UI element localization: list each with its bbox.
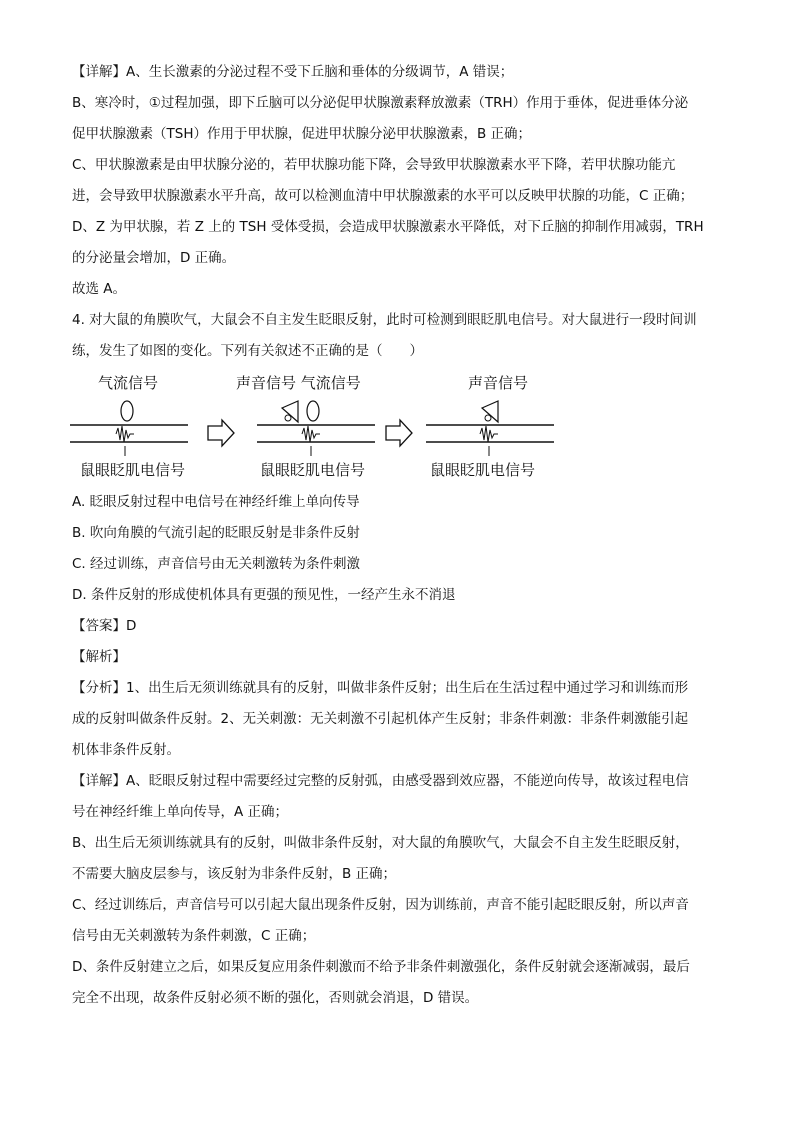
- arrow-right-icon: [386, 420, 412, 446]
- answer-line: 【答案】D: [72, 618, 137, 634]
- text-line: 【分析】1、出生后无须训练就具有的反射，叫做非条件反射；出生后在生活过程中通过学习和训练而形: [72, 680, 689, 696]
- text-line: 不需要大脑皮层参与，该反射为非条件反射，B 正确；: [72, 866, 397, 882]
- text-line: D、条件反射建立之后，如果反复应用条件刺激而不给予非条件刺激强化，条件反射就会逐渐减弱，最后: [72, 959, 690, 975]
- figure-svg: [70, 368, 570, 492]
- emg-signal-icon: [480, 426, 498, 442]
- text-line: B、寒冷时，①过程加强，即下丘脑可以分泌促甲状腺激素释放激素（TRH）作用于垂体，促进垂体分泌: [72, 95, 689, 111]
- analysis-heading: 【解析】: [72, 649, 126, 665]
- panel2-bottom-label: 鼠眼眨肌电信号: [260, 461, 366, 479]
- text-line: 的分泌量会增加，D 正确。: [72, 250, 236, 266]
- option-a: A. 眨眼反射过程中电信号在神经纤维上单向传导: [72, 494, 360, 510]
- panel-1: [70, 374, 188, 479]
- panel1-bottom-label: 鼠眼眨肌电信号: [80, 461, 186, 479]
- text-line: C、甲状腺激素是由甲状腺分泌的，若甲状腺功能下降，会导致甲状腺激素水平下降，若甲状腺功能亢: [72, 157, 676, 173]
- emg-signal-icon: [116, 426, 134, 442]
- text-line: 进，会导致甲状腺激素水平升高，故可以检测血清中甲状腺激素的水平可以反映甲状腺的功能，C 正确；: [72, 188, 694, 204]
- document-body: [72, 62, 722, 1019]
- question-stem: 练，发生了如图的变化。下列有关叙述不正确的是（ ）: [72, 343, 423, 359]
- option-b: B. 吹向角膜的气流引起的眨眼反射是非条件反射: [72, 525, 360, 541]
- option-c: C. 经过训练，声音信号由无关刺激转为条件刺激: [72, 556, 361, 572]
- text-line: 故选 A。: [72, 281, 127, 297]
- arrow-right-icon: [208, 420, 234, 446]
- panel1-top-label: 气流信号: [98, 374, 159, 392]
- bell-icon: [282, 401, 298, 422]
- text-line: C、经过训练后，声音信号可以引起大鼠出现条件反射，因为训练前，声音不能引起眨眼反射，所以声音: [72, 897, 689, 913]
- text-line: 号在神经纤维上单向传导，A 正确；: [72, 804, 289, 820]
- reflex-training-figure: [72, 368, 722, 492]
- bell-icon: [482, 401, 498, 422]
- text-line: 机体非条件反射。: [72, 742, 180, 758]
- text-line: 【详解】A、生长激素的分泌过程不受下丘脑和垂体的分级调节，A 错误；: [72, 64, 514, 80]
- text-line: D、Z 为甲状腺，若 Z 上的 TSH 受体受损，会造成甲状腺激素水平降低，对下丘脑的抑制作用减弱，TRH: [72, 219, 704, 235]
- text-line: 成的反射叫做条件反射。2、无关刺激：无关刺激不引起机体产生反射；非条件刺激：非条件刺激能引起: [72, 711, 689, 727]
- air-puff-icon: [307, 401, 319, 421]
- option-d: D. 条件反射的形成使机体具有更强的预见性，一经产生永不消退: [72, 587, 456, 603]
- text-line: 信号由无关刺激转为条件刺激，C 正确；: [72, 928, 316, 944]
- panel2-top-label: 声音信号 气流信号: [236, 374, 361, 392]
- text-line: 完全不出现，故条件反射必须不断的强化，否则就会消退，D 错误。: [72, 990, 479, 1006]
- panel-3: [426, 374, 554, 479]
- panel3-bottom-label: 鼠眼眨肌电信号: [430, 461, 536, 479]
- air-puff-icon: [121, 401, 133, 421]
- text-line: B、出生后无须训练就具有的反射，叫做非条件反射，对大鼠的角膜吹气，大鼠会不自主发生眨眼反射，: [72, 835, 689, 851]
- panel3-top-label: 声音信号: [468, 374, 529, 392]
- question-stem: 4. 对大鼠的角膜吹气，大鼠会不自主发生眨眼反射，此时可检测到眼眨肌电信号。对大鼠进行一段时间训: [72, 312, 697, 328]
- text-line: 【详解】A、眨眼反射过程中需要经过完整的反射弧，由感受器到效应器，不能逆向传导，故该过程电信: [72, 773, 689, 789]
- text-line: 促甲状腺激素（TSH）作用于甲状腺，促进甲状腺分泌甲状腺激素，B 正确；: [72, 126, 532, 142]
- panel-2: [236, 374, 375, 479]
- emg-signal-icon: [302, 426, 320, 442]
